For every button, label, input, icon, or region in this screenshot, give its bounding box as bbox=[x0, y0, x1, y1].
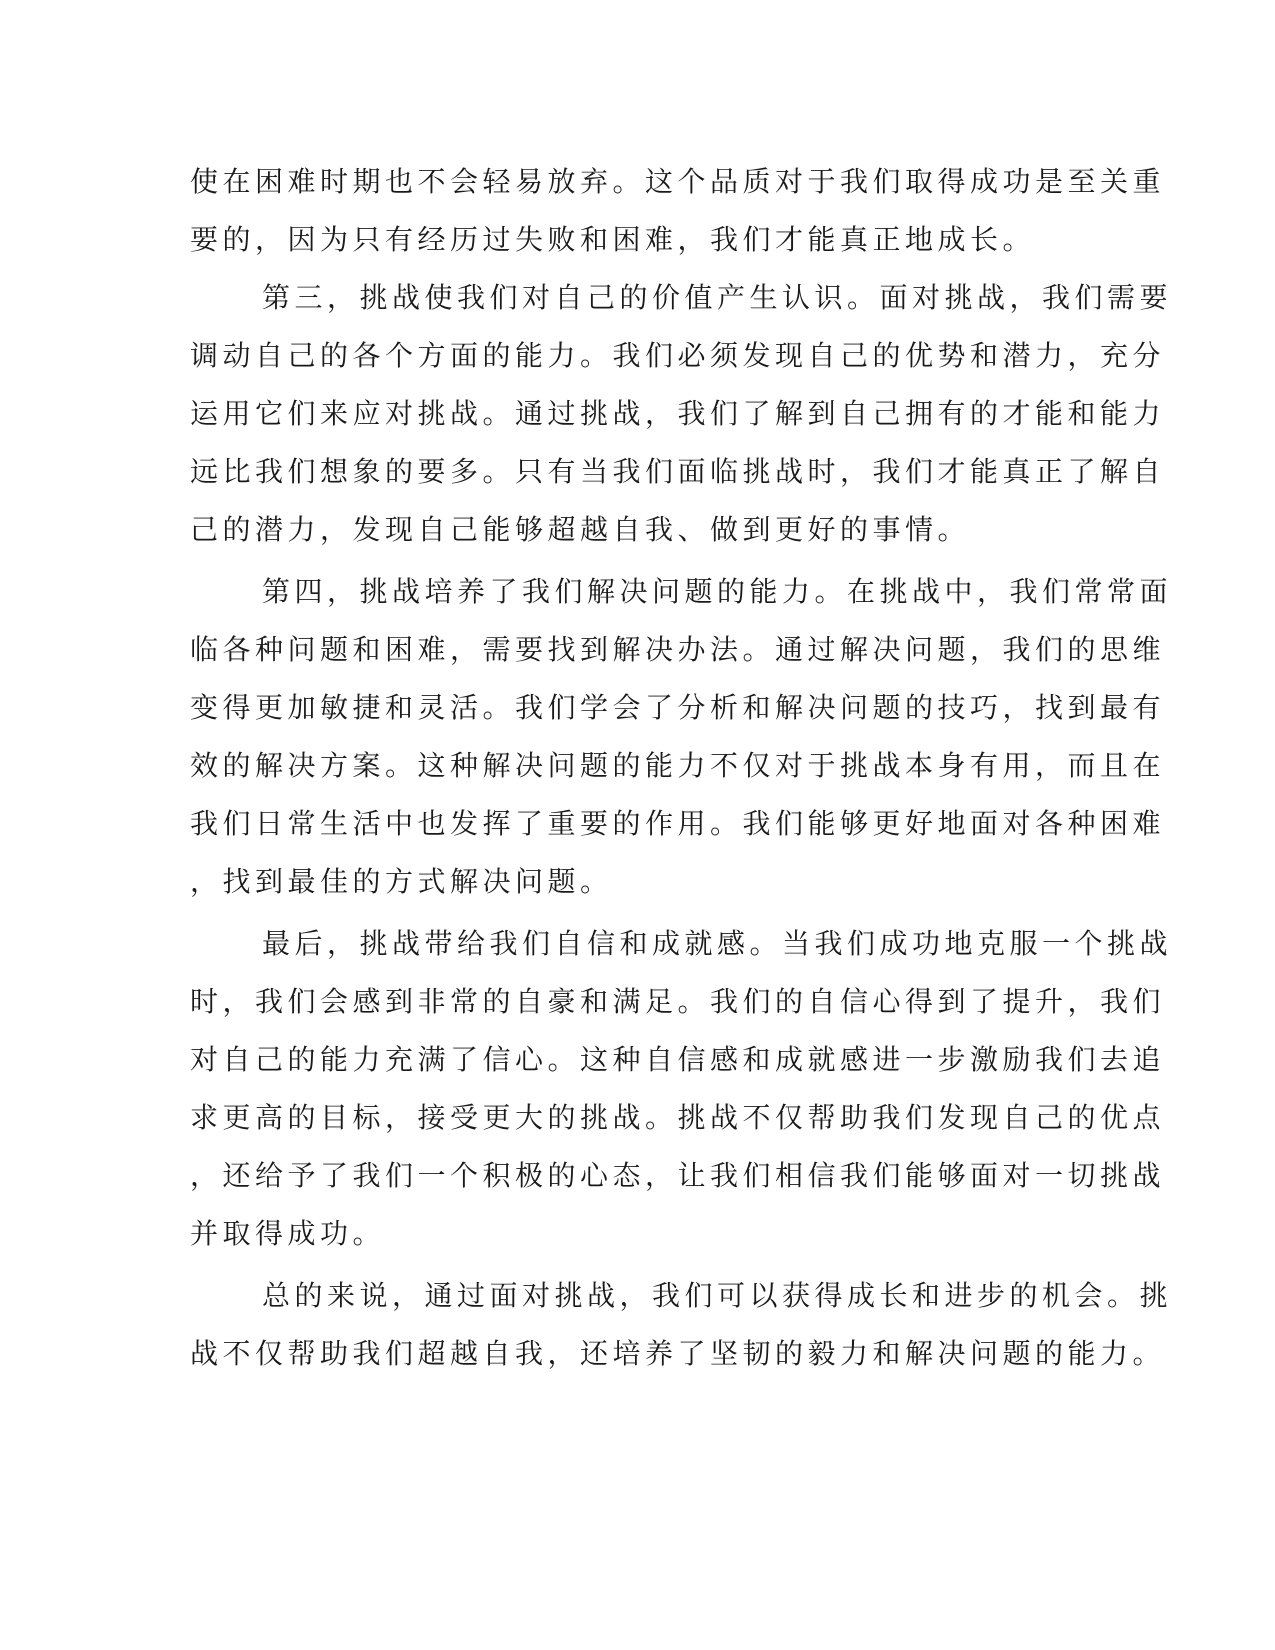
text-line: ，找到最佳的方式解决问题。 bbox=[190, 865, 613, 898]
text-line: 时，我们会感到非常的自豪和满足。我们的自信心得到了提升，我们 bbox=[190, 985, 1166, 1018]
text-line: ，还给予了我们一个积极的心态，让我们相信我们能够面对一切挑战 bbox=[190, 1159, 1166, 1192]
text-line: 使在困难时期也不会轻易放弃。这个品质对于我们取得成功是至关重 bbox=[190, 165, 1166, 198]
text-line: 运用它们来应对挑战。通过挑战，我们了解到自己拥有的才能和能力 bbox=[190, 397, 1166, 430]
text-line: 战不仅帮助我们超越自我，还培养了坚韧的毅力和解决问题的能力。 bbox=[190, 1337, 1166, 1370]
paragraph-first-line: 总的来说，通过面对挑战，我们可以获得成长和进步的机会。挑 bbox=[262, 1279, 1173, 1312]
text-line: 要的，因为只有经历过失败和困难，我们才能真正地成长。 bbox=[190, 223, 1036, 256]
paragraph-first-line: 最后，挑战带给我们自信和成就感。当我们成功地克服一个挑战 bbox=[262, 927, 1173, 960]
text-line: 变得更加敏捷和灵活。我们学会了分析和解决问题的技巧，找到最有 bbox=[190, 691, 1166, 724]
text-line: 并取得成功。 bbox=[190, 1217, 386, 1250]
text-line: 效的解决方案。这种解决问题的能力不仅对于挑战本身有用，而且在 bbox=[190, 749, 1166, 782]
text-line: 对自己的能力充满了信心。这种自信感和成就感进一步激励我们去追 bbox=[190, 1043, 1166, 1076]
text-line: 远比我们想象的要多。只有当我们面临挑战时，我们才能真正了解自 bbox=[190, 455, 1166, 488]
text-line: 求更高的目标，接受更大的挑战。挑战不仅帮助我们发现自己的优点 bbox=[190, 1101, 1166, 1134]
text-line: 调动自己的各个方面的能力。我们必须发现自己的优势和潜力，充分 bbox=[190, 339, 1166, 372]
paragraph-first-line: 第三，挑战使我们对自己的价值产生认识。面对挑战，我们需要 bbox=[262, 281, 1173, 314]
paragraph-first-line: 第四，挑战培养了我们解决问题的能力。在挑战中，我们常常面 bbox=[262, 575, 1173, 608]
text-line: 己的潜力，发现自己能够超越自我、做到更好的事情。 bbox=[190, 513, 971, 546]
text-line: 临各种问题和困难，需要找到解决办法。通过解决问题，我们的思维 bbox=[190, 633, 1166, 666]
text-line: 我们日常生活中也发挥了重要的作用。我们能够更好地面对各种困难 bbox=[190, 807, 1166, 840]
